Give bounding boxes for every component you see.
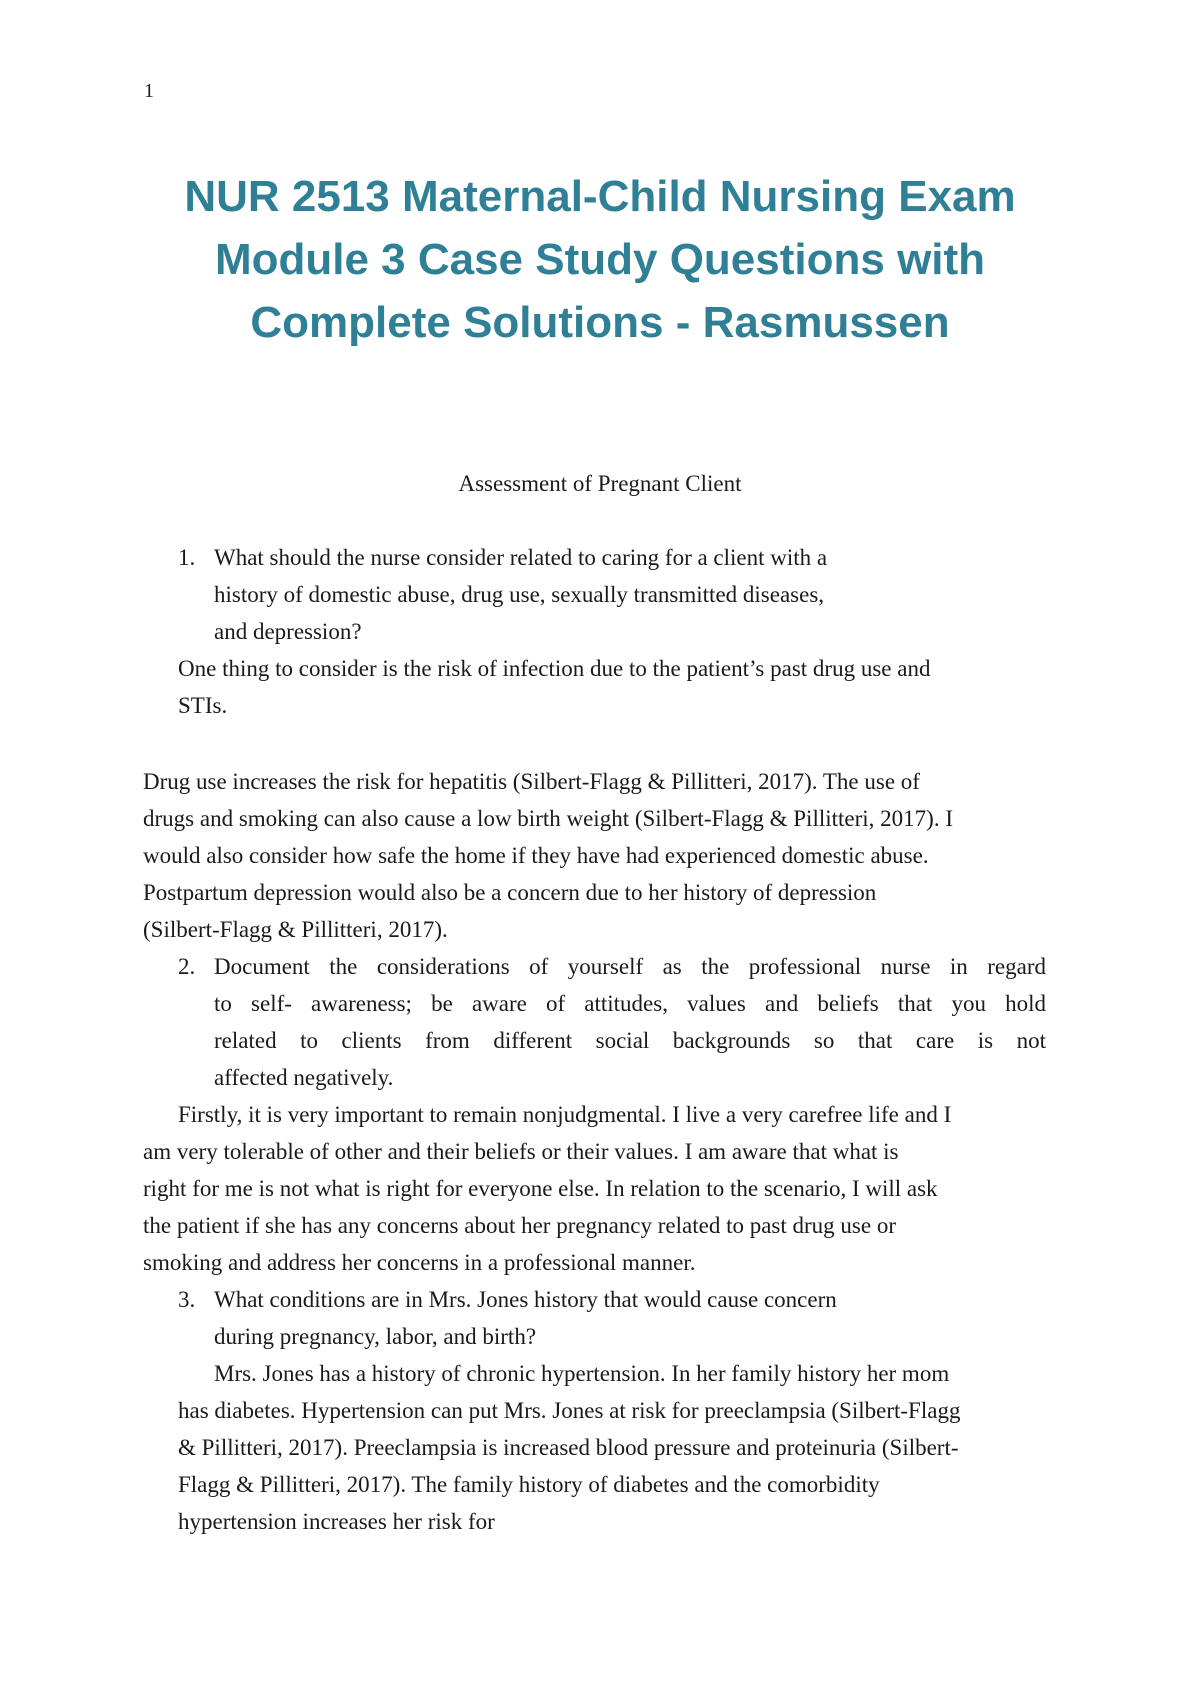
answer-2-line: right for me is not what is right for everyone else. In relation to the scenario, I will ask [143, 1176, 938, 1201]
question-number: 3. [178, 1287, 196, 1312]
answer-3-line: has diabetes. Hypertension can put Mrs. Jones at risk for preeclampsia (Silbert-Flagg [178, 1398, 961, 1423]
paragraph-line: (Silbert-Flagg & Pillitteri, 2017). [143, 917, 448, 942]
paragraph-line: Postpartum depression would also be a concern due to her history of depression [143, 880, 877, 905]
answer-3-line: & Pillitteri, 2017). Preeclampsia is increased blood pressure and proteinuria (Silbert- [178, 1435, 959, 1460]
answer-2-line: smoking and address her concerns in a professional manner. [143, 1250, 696, 1275]
answer-3-line: Flagg & Pillitteri, 2017). The family history of diabetes and the comorbidity [178, 1472, 880, 1497]
title-line: NUR 2513 Maternal-Child Nursing Exam [184, 172, 1016, 221]
answer-1-line: STIs. [178, 693, 228, 718]
answer-2-line: am very tolerable of other and their beliefs or their values. I am aware that what is [143, 1139, 899, 1164]
paragraph-line: Drug use increases the risk for hepatitis (Silbert-Flagg & Pillitteri, 2017). The use of [143, 769, 920, 794]
title-line: Complete Solutions - Rasmussen [250, 298, 950, 347]
question-2-line: affected negatively. [214, 1065, 394, 1090]
answer-2-line: the patient if she has any concerns about her pregnancy related to past drug use or [143, 1213, 896, 1238]
question-1-line: What should the nurse consider related to caring for a client with a [214, 545, 828, 570]
paragraph-line: would also consider how safe the home if they have had experienced domestic abuse. [143, 843, 929, 868]
document-title [150, 165, 1050, 354]
question-3-line: during pregnancy, labor, and birth? [214, 1324, 537, 1349]
question-number: 1. [178, 545, 196, 570]
answer-3-line: hypertension increases her risk for [178, 1509, 495, 1534]
question-number: 2. [178, 954, 196, 979]
paragraph-line: drugs and smoking can also cause a low birth weight (Silbert-Flagg & Pillitteri, 2017). I [143, 806, 953, 831]
section-subheading: Assessment of Pregnant Client [458, 471, 742, 496]
question-1-line: and depression? [214, 619, 362, 644]
question-2-line: related to clients from different social backgrounds so that care is not [214, 1028, 1046, 1053]
answer-3-line: Mrs. Jones has a history of chronic hypertension. In her family history her mom [214, 1361, 950, 1386]
answer-2-line: Firstly, it is very important to remain nonjudgmental. I live a very carefree life and I [178, 1102, 952, 1127]
page-number: 1 [144, 80, 154, 102]
question-3-line: What conditions are in Mrs. Jones history that would cause concern [214, 1287, 837, 1312]
answer-1-line: One thing to consider is the risk of infection due to the patient’s past drug use and [178, 656, 931, 681]
question-1-line: history of domestic abuse, drug use, sexually transmitted diseases, [214, 582, 825, 607]
title-line: Module 3 Case Study Questions with [214, 235, 986, 284]
question-2-line: to self- awareness; be aware of attitudes, values and beliefs that you hold [214, 991, 1046, 1016]
question-2-line: Document the considerations of yourself as the professional nurse in regard [214, 954, 1046, 979]
